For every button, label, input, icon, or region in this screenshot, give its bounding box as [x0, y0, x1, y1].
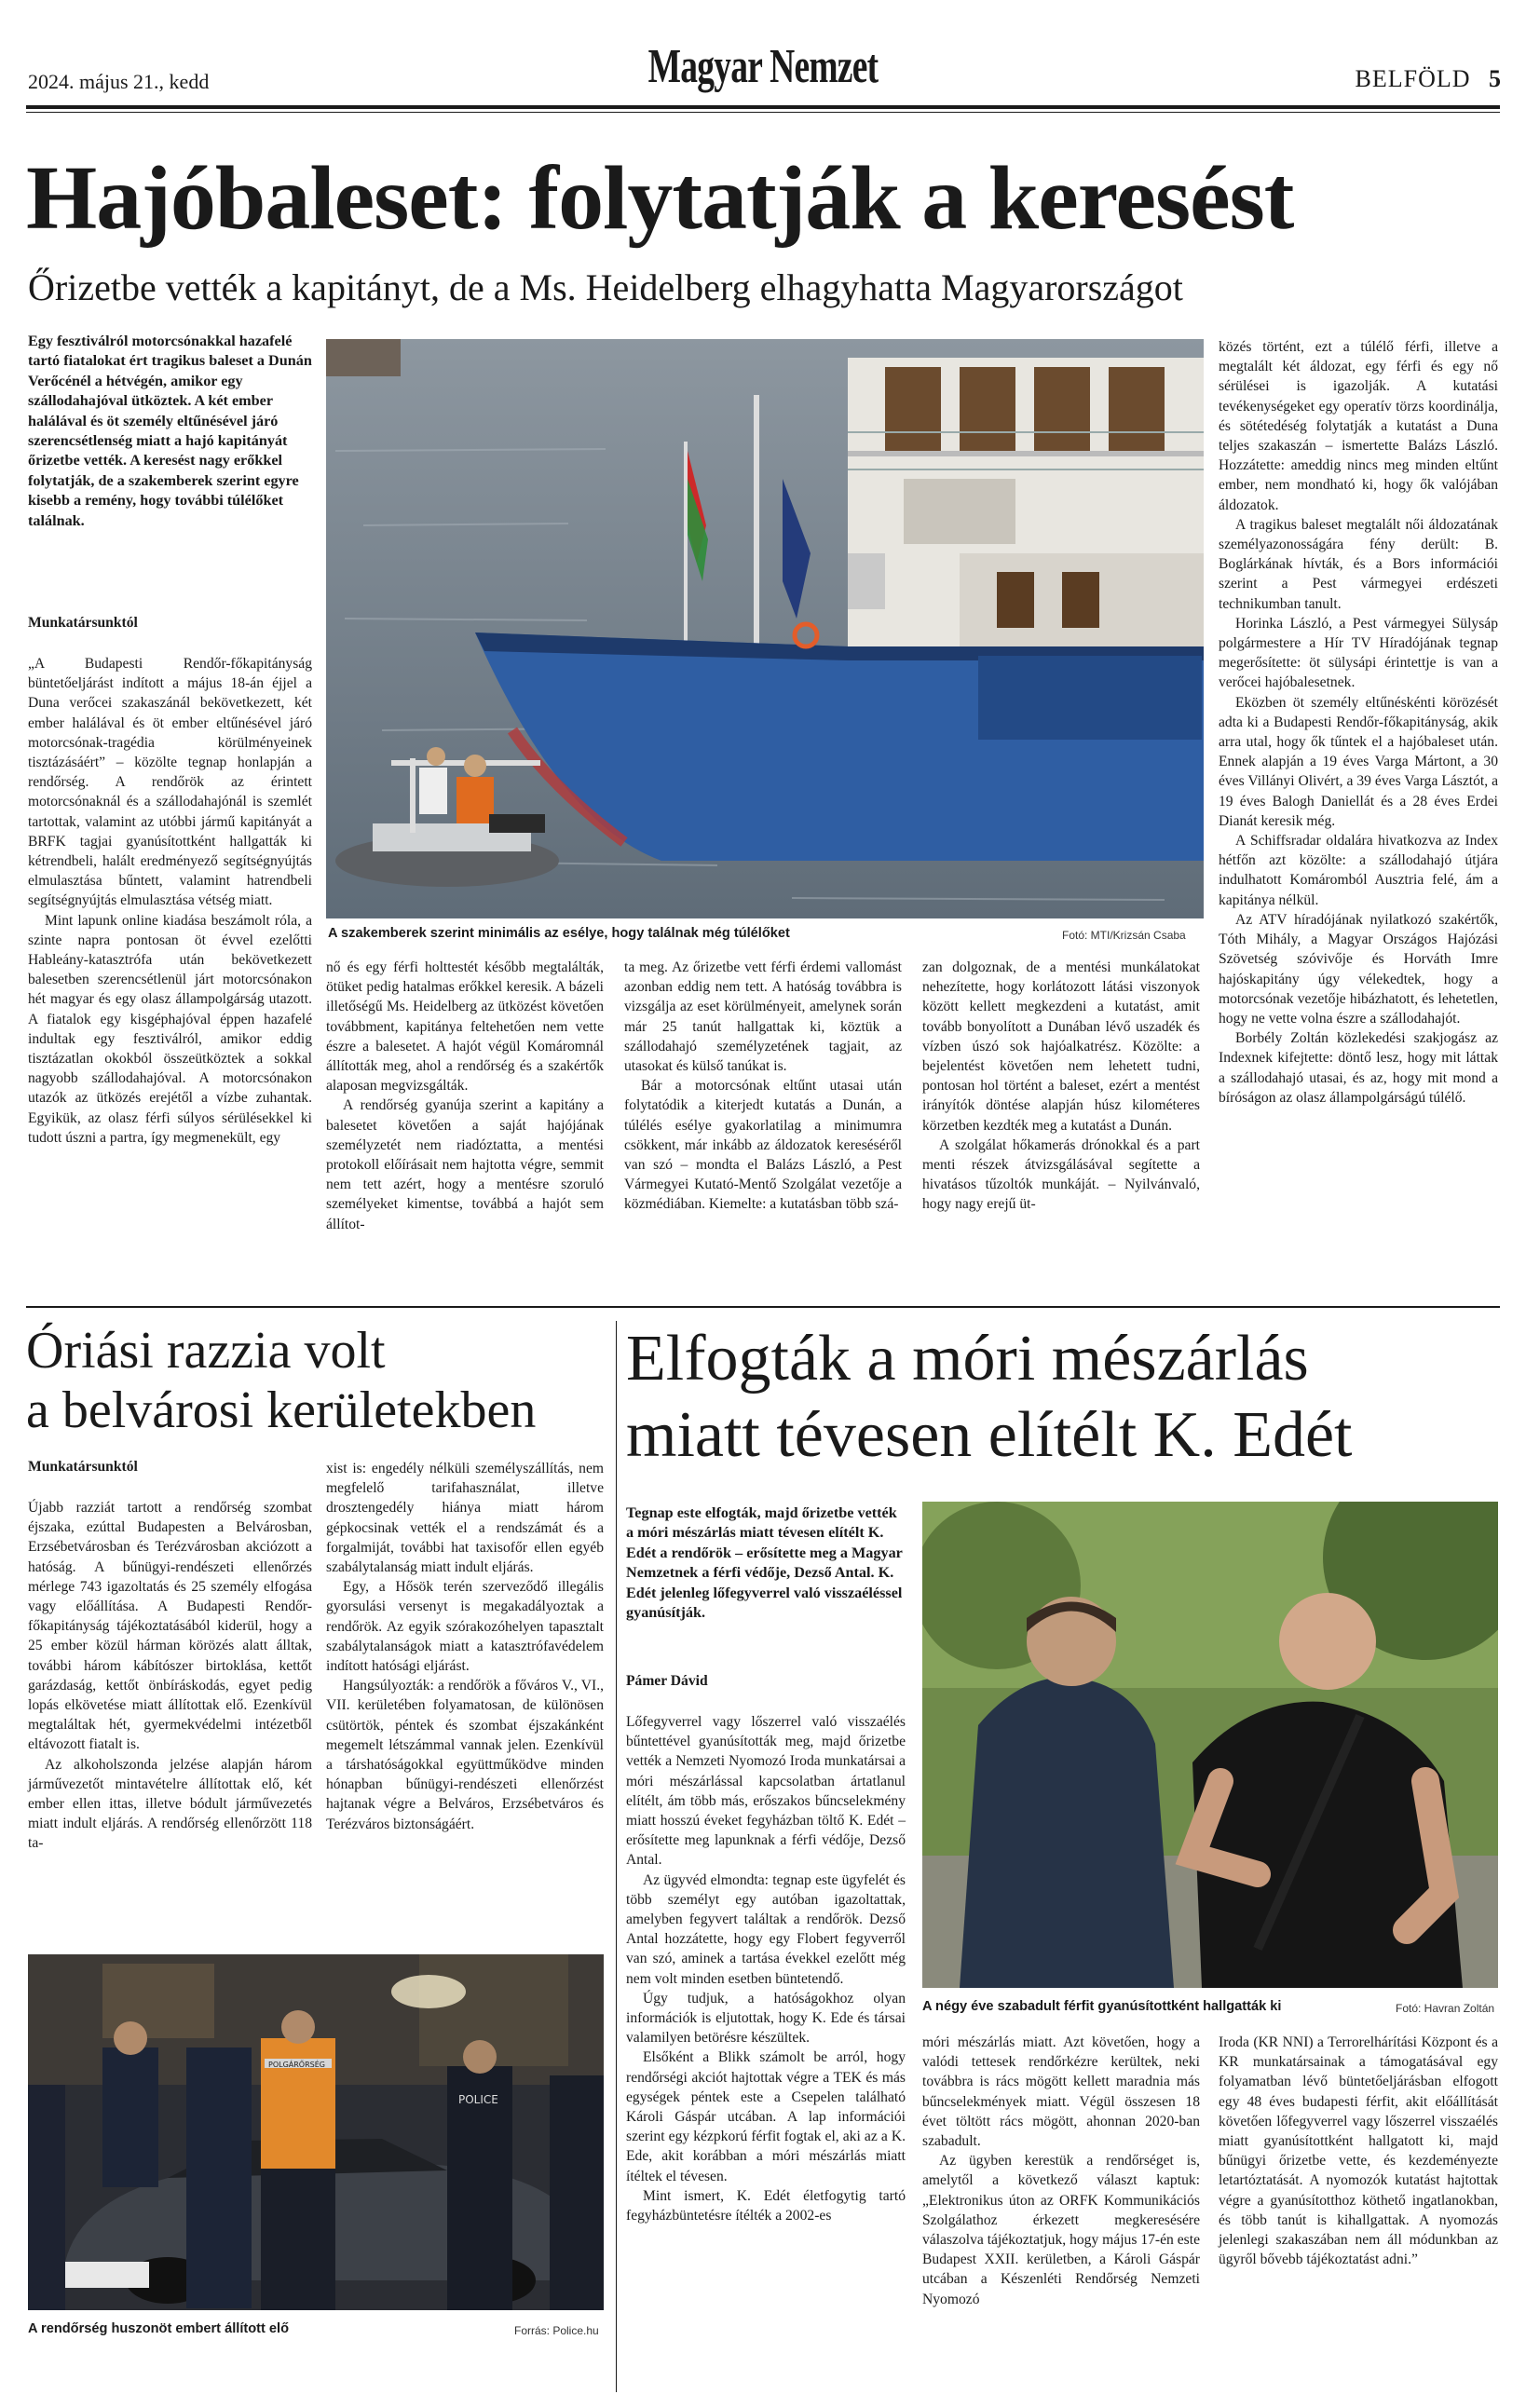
article1-lead: Egy fesztiválról motorcsónakkal hazafelé tartó fiatalokat ért tragikus baleset a Dunán Verőcénél a hétvégén, amikor egy szállodahajóval ütköztek. A két ember halálával és öt személy eltűnésével járó szerencsétlenség miatt a hajó kapitányát őrizetbe vették. A keresést nagy erőkkel folytatják, de a szakemberek szerint egyre kisebb a remény, hogy további túlélőket találnak.: [28, 333, 312, 529]
article3-headline: [626, 1321, 1352, 1474]
paragraph: Iroda (KR NNI) a Terrorelhárítási Központ és a KR munkatársainak a támogatásával egy folyamatban lévő büntetőeljárásban elfogott egy 48 éves budapesti férfit, akit előállítását követően lőfegyverrel vagy lőszerrel visszaélés miatt gyanúsítottként hallgatott ki, majd bűnügyi őrizetbe vette, és kezdeményezte letartóztatását. A nyomozók kutatást hajtottak végre a gyanúsítotthoz köthető ingatlanokban, és több tanút is kihallgattak. A nyomozás jelenlegi szakaszában nem áll módunkban az ügyről bővebb tájékoztatást adni.”: [1219, 2034, 1498, 2268]
paragraph: Az ügyben kerestük a rendőrséget is, amelytől a következő választ kaptuk: „Elektronikus úton az ORFK Kommunikációs Szolgálathoz érkezett megkeresésére válaszolva tájékoztatjuk, hogy május 17-én este Budapest XXII. kerületben, a Károli Gáspár utcában a Készenléti Rendőrség Nemzeti Nyomozó: [922, 2153, 1200, 2307]
article3-col2: [922, 2033, 1200, 2309]
article2-photo-caption: A rendőrség huszonöt embert állított elő: [28, 2321, 290, 2336]
header-rule-thick: [26, 105, 1500, 109]
header-date: 2024. május 21., kedd: [28, 70, 210, 93]
article1-col3: [624, 958, 902, 1215]
section-name: BELFÖLD: [1355, 65, 1471, 92]
article2-col1: [28, 1498, 312, 1854]
article1-photo-credit: Fotó: MTI/Krizsán Csaba: [1062, 929, 1186, 942]
article1-byline: Munkatársunktól: [28, 615, 138, 631]
article1-photo-caption: A szakemberek szerint minimális az esélye, hogy találnak még túlélőket: [328, 926, 790, 941]
article3-byline: Pámer Dávid: [626, 1673, 708, 1689]
article3-headline-line2: miatt tévesen elítélt K. Edét: [626, 1399, 1353, 1471]
paragraph: A szolgálat hőkamerás drónokkal és a part menti részek átvizsgálásával segítette a hivatásos tűzoltók munkáját. – Nyilvánvaló, hogy nagy erejű üt-: [922, 1136, 1200, 1213]
article1-photo: [326, 339, 1204, 918]
article2-headline-line2: a belvárosi kerületekben: [26, 1381, 537, 1439]
article2-col2: [326, 1459, 604, 1834]
paragraph: Úgy tudjuk, a hatóságokhoz olyan információk is eljutottak, hogy K. Ede és társai valamilyen betörésre készültek.: [626, 1990, 906, 2047]
article2-byline: Munkatársunktól: [28, 1459, 138, 1475]
article3-photo-credit: Fotó: Havran Zoltán: [1396, 2002, 1495, 2015]
paragraph: A Schiffsradar oldalára hivatkozva az Index hétfőn azt közölte: a szállodahajó útjára indulhatott Komáromból Ausztria felé, ám a kapitánya nélkül.: [1219, 833, 1498, 908]
article3-col3: [1219, 2033, 1498, 2269]
article3-photo-caption: A négy éve szabadult férfit gyanúsítottként hallgatták ki: [922, 1999, 1282, 2014]
article2-photo: [28, 1954, 604, 2310]
police-photo-illustration: [28, 1954, 604, 2310]
article1-col1: [28, 654, 312, 1148]
page-number: 5: [1489, 65, 1502, 92]
header-rule-thin: [26, 112, 1500, 113]
article3-headline-line1: Elfogták a móri mészárlás: [626, 1323, 1309, 1394]
column-divider: [616, 1321, 617, 2392]
paragraph: Elsőként a Blikk számolt be arról, hogy rendőrségi akciót hajtottak végre a TEK és más egységek péntek este a Csepelen található Károli Gáspár utcában. A lap információi szerint egy kézpkorú férfit fogtak el, aki az a K. Ede, akit korábban a móri mészárlás miatt ítéltek el tévesen.: [626, 2049, 906, 2184]
article2-headline: [26, 1321, 536, 1440]
paragraph: Az ATV híradójának nyilatkozó szakértők, Tóth Mihály, a Magyar Országos Hajózási Szövetség szóvivője és Horváth Imre hajóskapitány úgy vélekedtek, hogy a motorcsónak vezetője hibázhatott, és lehetetlen, hogy ne vette volna észre a szállodahajót.: [1219, 911, 1498, 1027]
paragraph: Az alkoholszonda jelzése alapján három járművezetőt mintavételre állítottak elő, két ember ellen ittas, illetve bódult járművezetés miatt indult eljárás. A rendőrség ellenőrzött 118 ta-: [28, 1756, 312, 1852]
article3-photo: [922, 1502, 1498, 1988]
article2-headline-line1: Óriási razzia volt: [26, 1322, 386, 1380]
suspect-photo-illustration: [922, 1502, 1498, 1988]
police-text: POLICE: [458, 2093, 498, 2106]
paragraph: Hangsúlyozták: a rendőrök a főváros V., VI., VII. kerületében folyamatosan, de különösen csütörtök, péntek és szombat éjszakánként megemelt létszámmal vannak jelen. Ezenkívül a társhatóságokkal együttműködve minden hónapban bűnügyi-rendészeti ellenőrzést hajtanak végre a Belváros, Erzsébetváros és Terézváros biztonságáért.: [326, 1678, 604, 1832]
article2-photo-credit: Forrás: Police.hu: [514, 2324, 599, 2337]
article1-subtitle: Őrizetbe vették a kapitányt, de a Ms. Heidelberg elhagyhatta Magyarországot: [28, 266, 1183, 308]
paragraph: Borbély Zoltán közlekedési szakjogász az Indexnek kifejtette: döntő lesz, hogy mit láttak a szállodahajó utasai, és az, hogy mit mond a bíróságon az olasz állampolgárságú túlélő.: [1219, 1030, 1498, 1106]
paragraph: zan dolgoznak, de a mentési munkálatokat nehezítette, hogy korlátozott látási viszonyok között kellett megkezdeni a kutatást, amit tovább bonyolított a Dunában lévő uszadék és vízben úszó sok hajóalkatrész. Közölte: a bejelentést követően nem lehetett tudni, pontosan hol történt a baleset, ezért a mentést irányítók döntése alapján húsz kilométeres körzetben kezdték meg a kutatást a Dunán.: [922, 959, 1200, 1134]
article3-lead: Tegnap este elfogták, majd őrizetbe vették a móri mészárlás miatt tévesen elítélt K. Edét a rendőrök – erősítette meg a Magyar Nemzetnek a férfi védője, Dezső Antal. K. Edét jelenleg lőfegyverrel való visszaéléssel gyanúsítják.: [626, 1504, 903, 1622]
paragraph: közés történt, ezt a túlélő férfi, illetve a megtalált két áldozat, egy férfi és egy nő sérülései is igazolják. A kutatási tevékenységeket egy operatív törzs koordinálja, és sötétedéség folytatják a kutatást a Duna teljes szakaszán – ismertette Balázs László. Hozzátette: ameddig nincs meg minden eltűnt ember, nem mondható ki, hogy ők valójában áldozatok.: [1219, 339, 1498, 513]
paragraph: Horinka László, a Pest vármegyei Sülysáp polgármestere a Hír TV Híradójának tegnap megerősítette: öt sülysápi érintettje is van a verőcei hajóbalesetnek.: [1219, 615, 1498, 691]
paragraph: Lőfegyverrel vagy lőszerrel való visszaélés bűntettével gyanúsították meg, majd őrizetbe vették a Nemzeti Nyomozó Iroda munkatársai a móri mészárlással kapcsolatban ártatlanul elítélt, ám több más, erőszakos bűncselekmény miatt hosszú éveket fegyházban töltő K. Edét – erősítette meg lapunknak a férfi védője, Dezső Antal.: [626, 1714, 906, 1869]
article1-headline: Hajóbaleset: folytatják a keresést: [26, 148, 1294, 249]
paragraph: Mint ismert, K. Edét életfogytig tartó fegyházbüntetésre ítélték a 2002-es: [626, 2187, 906, 2224]
article1-col5: [1219, 337, 1498, 1108]
paragraph: A rendőrség gyanúja szerint a kapitány a balesetet követően a saját hajójának személyzetét nem riadóztatta, a mentési protokoll előírásait nem hajtotta végre, semmit nem tett azért, hogy a mentésre szoruló személyeket kimentse, továbbá a hajót sem állítot-: [326, 1097, 604, 1232]
section-label: [1356, 65, 1503, 93]
section-divider: [26, 1306, 1500, 1308]
paragraph: Eközben öt személy eltűnéskénti körözését adta ki a Budapesti Rendőr-főkapitányság, akik arra utal, hogy ők tűntek el a hajóbaleset után. Ennek alapján a 19 éves Varga Mártont, a 30 éves Villányi Olivért, a 39 éves Varga Lásztót, a 19 éves Balogh Daniellát és a 28 éves Erdei Dianát keresik még.: [1219, 694, 1498, 829]
paragraph: Újabb razziát tartott a rendőrség szombat éjszaka, ezúttal Budapesten a Belvárosban, Erzsébetvárosban és Terézvárosban akciózott a hatóság. A bűnügyi-rendészeti ellenőrzés mérlege 743 igazoltatás és 25 személy elfogása vagy előállítása. A Budapesti Rendőr-főkapitányság tájékoztatásából kiderül, hogy a 25 ember közül hárman körözés alatt álltak, további három kábítószer birtoklása, kettőt garázdaság, kettőt önbíráskodás, egyet pedig lopás elkövetése miatt állítottak elő. Ezenkívül megtaláltak hét, gyermekvédelmi intézetből eltávozott fiatalt is.: [28, 1500, 312, 1753]
paragraph: nő és egy férfi holttestét később megtalálták, ötüket pedig hatalmas erőkkel keresik. A bázeli illetőségű Ms. Heidelberg az ütközést követően továbbment, kapitánya feltehetően nem vette észre a balesetet. A hajót végül Komáromnál állították meg, ahol a rendőrség és a szakértők alaposan megvizsgálták.: [326, 959, 604, 1095]
masthead-logo: Magyar Nemzet: [647, 40, 879, 93]
article3-col1: [626, 1712, 906, 2225]
ship-photo-illustration: [326, 339, 1204, 918]
paragraph: ta meg. Az őrizetbe vett férfi érdemi vallomást azonban eddig nem tett. A hatóság továbbra is vizsgálja az eset körülményeit, amelynek során már 25 tanút hallgattak ki, köztük a szállodahajó személyzetének tagjait, az utasokat és külső tanúkat is.: [624, 959, 902, 1075]
paragraph: „A Budapesti Rendőr-főkapitányság büntetőeljárást indított a május 18-án éjjel a Duna verőcei szakaszánál bekövetkezett, két ember halálával és öt ember eltűnésével járó motorcsónak-tragédia körülményeinek tisztázásáért” – közölte tegnap honlapján a rendőrség. A rendőrök az érintett motorcsónaknál és a szállodahajónál is szemlét tartottak, valamint az utóbbi jármű kapitányát a BRFK tagjai gyanúsítottként hallgatták ki kétrendbeli, halált eredményező segítségnyújtás elmulasztása bűntett, valamint hatrendbeli segítségnyújtás elmulasztása vétség miatt.: [28, 656, 312, 909]
paragraph: móri mészárlás miatt. Azt követően, hogy a valódi tettesek rendőrkézre kerültek, neki továbbra is rács mögött kellett maradnia más bűncselekmények miatt. Végül összesen 18 évet töltött rács mögött, ahonnan 2020-ban szabadult.: [922, 2034, 1200, 2150]
paragraph: Az ügyvéd elmondta: tegnap este ügyfelét és több személyt egy autóban igazoltattak, amelyben fegyvert találtak a rendőrök. Dezső Antal hozzátette, hogy egy Flobert fegyverről van szó, aminek a tartása évekkel ezelőtt még nem volt minden esetben büntetendő.: [626, 1871, 906, 1987]
article1-col2: [326, 958, 604, 1234]
paragraph: xist is: engedély nélküli személyszállítás, nem megfelelő tarifahasználat, illetve drosztengedély hiánya miatt három gépkocsinak vették el a rendszámát és a forgalmiját, további hat taxisofőr ellen egyéb szabálytalanság miatt indult eljárás.: [326, 1461, 604, 1576]
paragraph: Mint lapunk online kiadása beszámolt róla, a szinte napra pontosan öt évvel ezelőtti Hableány-katasztrófa után bekövetkezett balesetben szerencsétlenül járt motorcsónakon hét magyar és egy olasz állampolgárság utazott. A fiatalok egy kisgéphajóval éppen hazafelé indultak egy fesztiválról, amikor eddig tisztázatlan okokból összeütköztek a sokkal nagyobb szállodahajóval. A motorcsónakon utazók az ütközés erejétől a vízbe zuhantak. Egyikük, az olasz férfi súlyos sérülésekkel ki tudott úszni a partra, így megmenekült, egy: [28, 912, 312, 1146]
paragraph: Bár a motorcsónak eltűnt utasai után folytatódik a kiterjedt kutatás a Dunán, a túlélés esélye gyakorlatilag a minimumra csökkent, már inkább az áldozatok kereséséről van szó – mondta el Balázs László, a Pest Vármegyei Kutató-Mentő Szolgálat vezetője a közmédiában. Kiemelte: a kutatásban több szá-: [624, 1078, 902, 1213]
paragraph: A tragikus baleset megtalált női áldozatának személyazonosságára fény derült: B. Boglárkának hívták, és a Bors információi szerint a Pest vármegyei erdészeti technikumban tanult.: [1219, 516, 1498, 612]
article1-col4: [922, 958, 1200, 1215]
vest-text: POLGÁRŐRSÉG: [268, 2061, 325, 2069]
paragraph: Egy, a Hősök terén szerveződő illegális gyorsulási versenyt is megakadályoztak a rendőrök. Az egyik szórakozóhelyen tapasztalt szabálytalanságok miatt a katasztrófavédelem indított hatósági eljárást.: [326, 1579, 604, 1675]
